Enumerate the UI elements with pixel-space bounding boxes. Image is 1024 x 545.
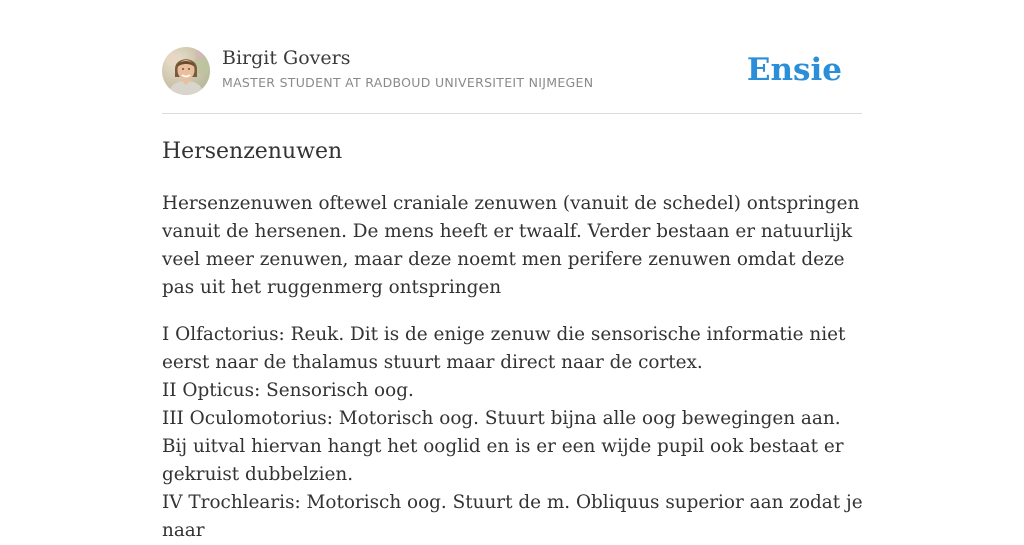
article-intro: Hersenzenuwen oftewel craniale zenuwen (vanuit de schedel) ontspringen vanuit de hersenen. De mens heeft er twaalf. Verder bestaan er natuurlijk veel meer zenuwen, maar deze noemt men perifere zenuwen omdat deze pas uit het ruggenmerg ontspringen — [162, 193, 860, 298]
author-subtitle: MASTER STUDENT AT RADBOUD UNIVERSITEIT NIJMEGEN — [222, 75, 594, 90]
article-page — [162, 0, 863, 541]
nerve-item: III Oculomotorius: Motorisch oog. Stuurt bijna alle oog bewegingen aan. Bij uitval hiervan hangt het ooglid en is er een wijde pupil ook bestaat er gekruist dubbelzien. — [162, 408, 844, 485]
article-title: Hersenzenuwen — [162, 139, 343, 164]
ensie-logo-link[interactable]: Ensie — [746, 52, 842, 88]
nerve-item: IV Trochlearis: Motorisch oog. Stuurt de m. Obliquus superior aan zodat je naar — [162, 492, 863, 541]
nerve-item: I Olfactorius: Reuk. Dit is de enige zenuw die sensorische informatie niet eerst naar de thalamus stuurt maar direct naar de cortex. — [162, 324, 846, 373]
article-body — [162, 190, 864, 545]
author-name[interactable]: Birgit Govers — [222, 47, 351, 69]
author-avatar[interactable] — [162, 47, 210, 95]
author-header — [162, 46, 862, 96]
nerve-item: II Opticus: Sensorisch oog. — [162, 380, 414, 401]
profile-photo-icon — [162, 47, 210, 95]
header-divider — [162, 113, 862, 114]
